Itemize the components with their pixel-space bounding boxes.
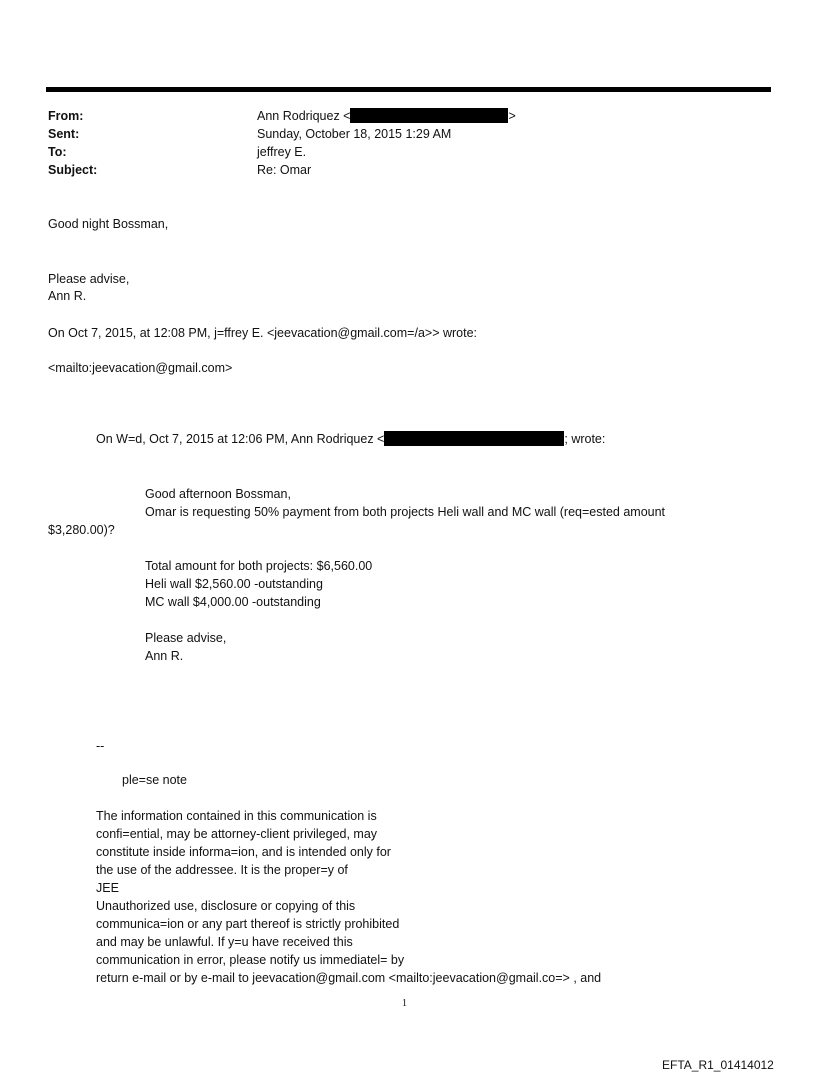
heli-line: Heli wall $2,560.00 -outstanding <box>145 577 323 591</box>
greeting: Good night Bossman, <box>48 217 169 231</box>
disclaimer-line: JEE <box>96 881 119 895</box>
disclaimer-line: the use of the addressee. It is the proper=y of <box>96 863 348 877</box>
signature-dashes: -- <box>96 739 105 753</box>
nested-signoff: Ann R. <box>145 649 184 663</box>
mc-line: MC wall $4,000.00 -outstanding <box>145 595 321 609</box>
nested-advise: Please advise, <box>145 631 227 645</box>
quote-intro: On Oct 7, 2015, at 12:08 PM, j=ffrey E. <jeevacation@gmail.com=/a>> wrote: <box>48 326 478 340</box>
from-label: From: <box>48 109 84 123</box>
sent-value: Sunday, October 18, 2015 1:29 AM <box>257 127 452 141</box>
disclaimer-line: communication in error, please notify us immediatel= by <box>96 953 405 967</box>
redaction-block <box>384 431 564 446</box>
from-name: Ann Rodriquez < <box>257 109 351 123</box>
redaction-block <box>350 108 508 123</box>
nested-line2: $3,280.00)? <box>48 523 115 537</box>
sent-label: Sent: <box>48 127 80 141</box>
please-note: ple=se note <box>122 773 187 787</box>
subject-label: Subject: <box>48 163 98 177</box>
from-close: > <box>508 109 516 123</box>
disclaimer-line: Unauthorized use, disclosure or copying of this <box>96 899 356 913</box>
signoff: Ann R. <box>48 289 87 303</box>
subject-value: Re: Omar <box>257 163 312 177</box>
nested-intro <box>96 430 605 448</box>
disclaimer-line: and may be unlawful. If y=u have received this <box>96 935 353 949</box>
disclaimer-line: confi=ential, may be attorney-client privileged, may <box>96 827 378 841</box>
nested-greeting: Good afternoon Bossman, <box>145 487 291 501</box>
disclaimer-line: The information contained in this communication is <box>96 809 377 823</box>
disclaimer-line: communica=ion or any part thereof is strictly prohibited <box>96 917 400 931</box>
mailto-line: <mailto:jeevacation@gmail.com> <box>48 361 233 375</box>
disclaimer <box>96 807 601 987</box>
document-id: EFTA_R1_01414012 <box>662 1058 774 1072</box>
nested-intro-tail: ; wrote: <box>564 432 606 446</box>
disclaimer-line: constitute inside informa=ion, and is intended only for <box>96 845 391 859</box>
total-line: Total amount for both projects: $6,560.00 <box>145 559 373 573</box>
page-number: 1 <box>402 998 407 1009</box>
nested-intro-text: On W=d, Oct 7, 2015 at 12:06 PM, Ann Rodriquez < <box>96 432 385 446</box>
from-value <box>257 107 516 125</box>
to-label: To: <box>48 145 67 159</box>
header-rule <box>46 87 771 92</box>
to-value: jeffrey E. <box>257 145 307 159</box>
disclaimer-line: return e-mail or by e-mail to jeevacation@gmail.com <mailto:jeevacation@gmail.co=> , and <box>96 971 602 985</box>
nested-line1: Omar is requesting 50% payment from both projects Heli wall and MC wall (req=ested amount <box>145 505 666 519</box>
advise-line: Please advise, <box>48 272 130 286</box>
